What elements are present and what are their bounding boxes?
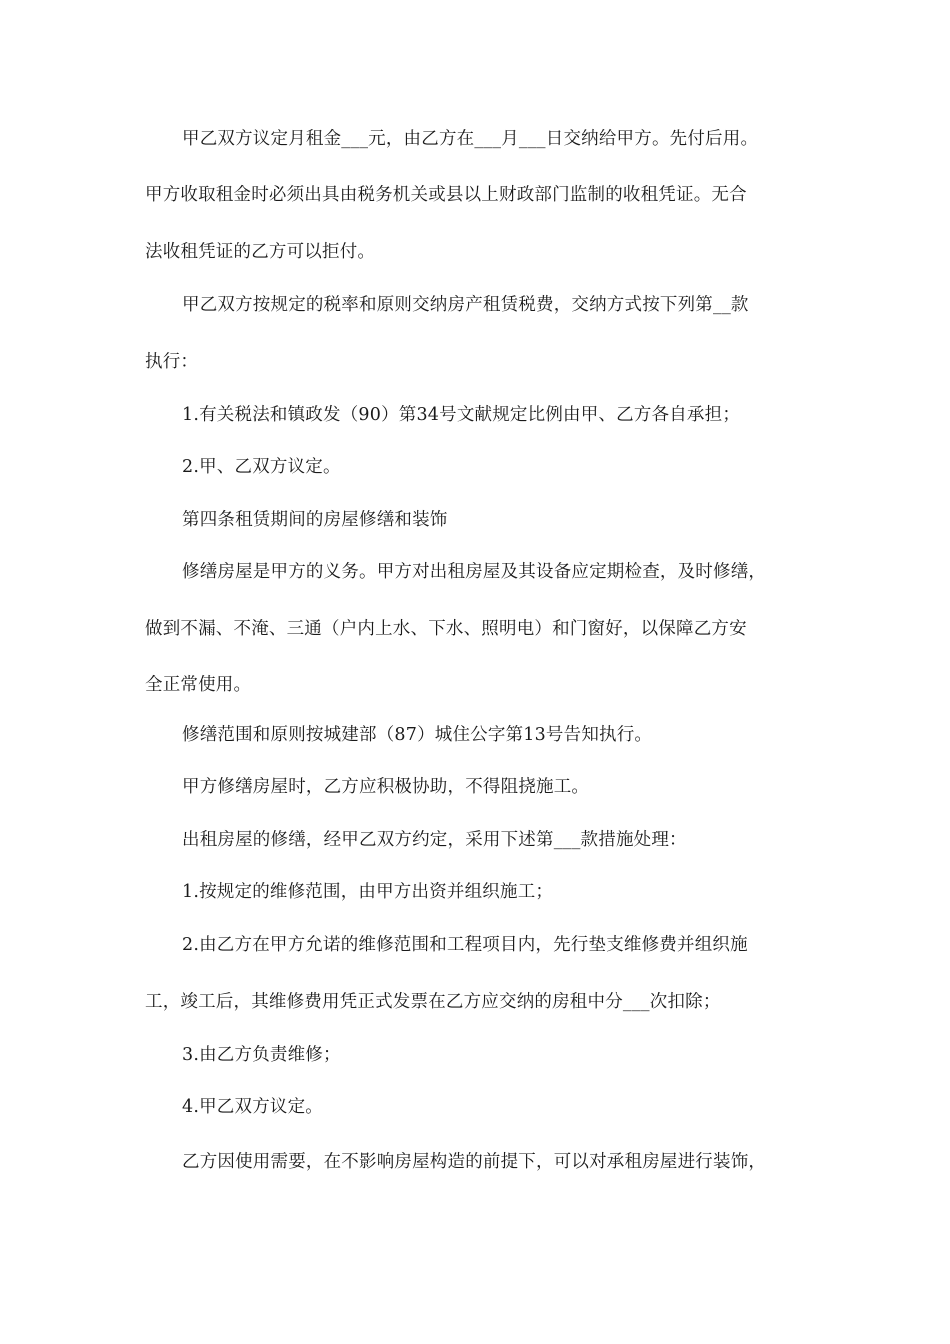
text-line-6: 1.有关税法和镇政发（90）第34号文献规定比例由甲、乙方各自承担；: [182, 405, 741, 425]
text-line-1: 甲乙双方议定月租金___元，由乙方在___月___日交纳给甲方。先付后用。: [182, 129, 759, 149]
text-line-13: 甲方修缮房屋时，乙方应积极协助，不得阻挠施工。: [182, 777, 590, 797]
text-line-16: 2.由乙方在甲方允诺的维修范围和工程项目内，先行垫支维修费并组织施: [182, 935, 748, 955]
text-line-17: 工，竣工后，其维修费用凭正式发票在乙方应交纳的房租中分___次扣除；: [145, 992, 721, 1012]
text-line-18: 3.由乙方负责维修；: [182, 1045, 341, 1065]
text-line-2: 甲方收取租金时必须出具由税务机关或县以上财政部门监制的收租凭证。无合: [145, 185, 747, 205]
text-line-4: 甲乙双方按规定的税率和原则交纳房产租赁税费，交纳方式按下列第__款: [182, 295, 749, 315]
text-line-9: 修缮房屋是甲方的义务。甲方对出租房屋及其设备应定期检查，及时修缮，: [182, 562, 767, 582]
text-line-5: 执行：: [145, 352, 199, 372]
text-line-15: 1.按规定的维修范围，由甲方出资并组织施工；: [182, 882, 554, 902]
text-line-19: 4.甲乙双方议定。: [182, 1097, 323, 1117]
text-line-10: 做到不漏、不淹、三通（户内上水、下水、照明电）和门窗好，以保障乙方安: [145, 619, 747, 639]
text-line-12: 修缮范围和原则按城建部（87）城住公字第13号告知执行。: [182, 725, 653, 745]
text-line-3: 法收租凭证的乙方可以拒付。: [145, 242, 376, 262]
text-line-11: 全正常使用。: [145, 675, 252, 695]
text-line-14: 出租房屋的修缮，经甲乙双方约定，采用下述第___款措施处理：: [182, 830, 687, 850]
text-line-7: 2.甲、乙双方议定。: [182, 457, 341, 477]
text-line-20: 乙方因使用需要，在不影响房屋构造的前提下，可以对承租房屋进行装饰，: [182, 1152, 767, 1172]
section-heading: 第四条租赁期间的房屋修缮和装饰: [182, 510, 448, 530]
